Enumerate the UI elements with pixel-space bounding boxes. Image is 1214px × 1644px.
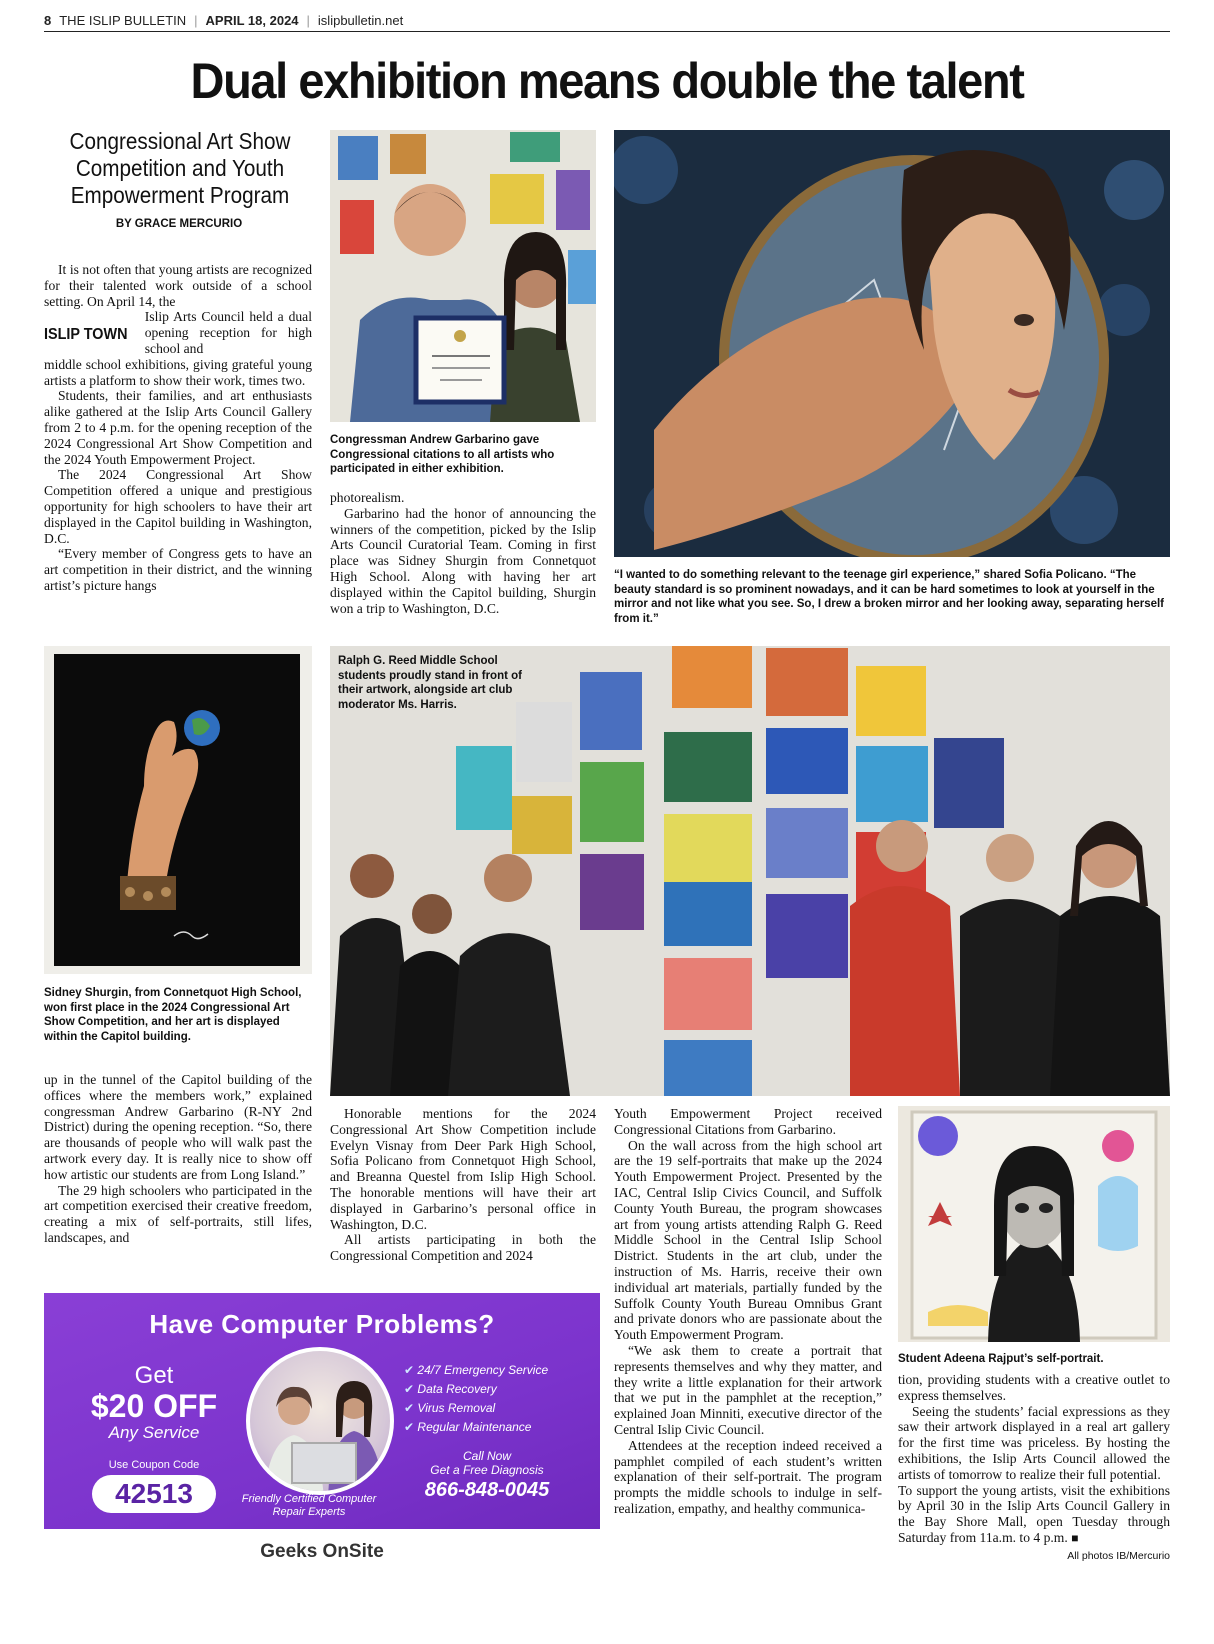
ad-service-label: Regular Maintenance xyxy=(417,1420,532,1434)
caption-reed: Ralph G. Reed Middle School students proudly stand in front of their artwork, alongside art club moderator Ms. Harris. xyxy=(338,655,522,711)
end-mark: ■ xyxy=(1071,1530,1079,1545)
ad-any-service: Any Service xyxy=(108,1423,200,1442)
ad-service-label: Virus Removal xyxy=(417,1401,496,1415)
ad-service-item xyxy=(404,1401,594,1420)
paragraph: middle school exhibitions, giving grateful young artists a platform to show their work, times two. xyxy=(44,356,312,388)
headline: Dual exhibition means double the talent xyxy=(190,53,1024,109)
ad-free-diagnosis: Get a Free Diagnosis xyxy=(430,1463,544,1477)
checkmark-icon: ✔ xyxy=(404,1382,415,1396)
ad-service-item xyxy=(404,1363,594,1382)
ad-get-label: Get xyxy=(134,1362,174,1389)
ad-photo-circle xyxy=(246,1347,394,1495)
photo-rajput-portrait xyxy=(898,1106,1170,1342)
paragraph: On the wall across from the high school art are the 19 self-portraits that make up the 2024 Youth Empowerment Project. Presented by the IAC, Central Islip Civics Council, and Suffolk County Youth Bureau, the program showcases art from young artists attending Ralph G. Reed Middle School in the Central Islip School District. Students in the art club, under the instruction of Ms. Harris, receive their own individual art materials, partially funded by the Suffolk County Youth Bureau Omnibus Grant and private donors who are passionate about the Youth Empowerment Program. xyxy=(614,1137,882,1343)
paragraph: To support the young artists, visit the exhibitions by April 30 in the Islip Arts Council Gallery in the Bay Shore Mall, open Tuesday through Saturday from 11a.m. to 4 p.m. xyxy=(898,1482,1170,1545)
publication-name: THE ISLIP BULLETIN xyxy=(59,13,187,28)
photo-garbarino xyxy=(330,130,596,422)
photo-reed-students xyxy=(330,646,1170,1096)
article-column-4 xyxy=(898,1372,1170,1565)
ad-title: Have Computer Problems? xyxy=(149,1309,495,1339)
ad-brand: Geeks OnSite xyxy=(260,1541,384,1562)
article-column-2-lower xyxy=(330,1106,596,1264)
ad-service-item xyxy=(404,1420,594,1439)
ad-offer xyxy=(84,1363,224,1513)
byline: BY GRACE MERCURIO xyxy=(115,218,243,230)
shurgin-artwork-graphic xyxy=(44,646,312,974)
paragraph: Youth Empowerment Project received Congressional Citations from Garbarino. xyxy=(614,1106,882,1137)
ad-computer-repair[interactable] xyxy=(44,1293,600,1583)
ad-service-item xyxy=(404,1382,594,1401)
rajput-portrait-graphic xyxy=(898,1106,1170,1342)
paragraph: Attendees at the reception indeed received a pamphlet compiled of each student’s written explanation of their self-portrait. The program prompts the middle schools to indulge in self-realization, empathy, and healthy communica- xyxy=(614,1437,882,1516)
paragraph: “We ask them to create a portrait that represents themselves and why they matter, and they write a little explanation for their artwork that we put in the pamphlet at the reception,” explained Joan Minniti, executive director of the Central Islip Civic Council. xyxy=(614,1342,882,1437)
paragraph: Seeing the students’ facial expressions as they saw their artwork displayed in a real art gallery for the first time was priceless. By hosting the exhibitions, the Islip Arts Council allowed the artists of tomorrow to realize their full potential. xyxy=(898,1403,1170,1482)
photo-garbarino-graphic xyxy=(330,130,596,422)
policano-artwork-graphic xyxy=(614,130,1170,557)
ad-tagline: Friendly Certified Computer Repair Experts xyxy=(241,1493,377,1518)
header-separator: | xyxy=(306,13,310,28)
paragraph: The 2024 Congressional Art Show Competition offered a unique and prestigious opportunity for high schoolers to have their art displayed in the Capitol building in Washington, D.C. xyxy=(44,467,312,546)
ad-call-block xyxy=(392,1449,582,1502)
paragraph: up in the tunnel of the Capitol building of the offices where the members work,” explained congressman Andrew Garbarino (R-NY 2nd District) during the opening reception. “So, there are thousands of people who will walk past the artwork every day. It is really nice to show off how artistic our students are from Long Island.” xyxy=(44,1072,312,1182)
checkmark-icon: ✔ xyxy=(404,1363,415,1377)
ad-coupon-code: 42513 xyxy=(92,1475,216,1513)
caption-garbarino: Congressman Andrew Garbarino gave Congressional citations to all artists who participated in either exhibition. xyxy=(330,434,555,475)
paragraph: tion, providing students with a creative outlet to express themselves. xyxy=(898,1372,1170,1403)
issue-date: APRIL 18, 2024 xyxy=(205,13,299,28)
paragraph: Islip Arts Council held a dual opening reception for high school and xyxy=(144,309,312,356)
photo-policano-artwork xyxy=(614,130,1170,557)
ad-brand-bar xyxy=(44,1529,600,1583)
checkmark-icon: ✔ xyxy=(404,1420,415,1434)
caption-rajput: Student Adeena Rajput’s self-portrait. xyxy=(898,1353,1104,1365)
paragraph: The 29 high schoolers who participated in the art competition exercised their creative freedom, creating a mix of self-portraits, still lifes, landscapes, and xyxy=(44,1182,312,1245)
paragraph: Garbarino had the honor of announcing the winners of the competition, picked by the Islip Arts Council Curatorial Team. Coming in first place was Sidney Shurgin from Connetquot High School. Along with having her art displayed within the Capitol building, Shurgin won a trip to Washington, D.C. xyxy=(330,505,596,616)
article-column-3 xyxy=(614,1106,882,1517)
paragraph: Students, their families, and art enthusiasts alike gathered at the Islip Arts Council Gallery from 2 to 4 p.m. for the opening reception of the 2024 Congressional Art Show Competition and the 2024 Youth Empowerment Project. xyxy=(44,388,312,467)
website-link[interactable]: islipbulletin.net xyxy=(317,13,404,28)
ad-call-now: Call Now xyxy=(462,1449,511,1463)
paragraph: It is not often that young artists are recognized for their talented work outside of a school setting. On April 14, the xyxy=(44,262,312,309)
checkmark-icon: ✔ xyxy=(404,1401,415,1415)
dateline: ISLIP TOWN xyxy=(44,326,128,344)
paragraph: “Every member of Congress gets to have an art competition in their district, and the winning artist’s picture hangs xyxy=(44,546,312,593)
paragraph: photorealism. xyxy=(330,490,405,505)
paragraph: All artists participating in both the Congressional Competition and 2024 xyxy=(330,1232,596,1264)
caption-policano: “I wanted to do something relevant to the teenage girl experience,” shared Sofia Policano. “The beauty standard is so prominent nowadays, and it can be hard sometimes to look at yourself in the mirror and not like what you see. So, I drew a broken mirror and her looking away, separating herself from it.” xyxy=(614,569,1165,625)
ad-offer-amount: $20 OFF xyxy=(90,1388,218,1424)
header-separator: | xyxy=(194,13,198,28)
ad-technicians-graphic xyxy=(250,1351,394,1495)
deck-subtitle: Congressional Art Show Competition and Youth Empowerment Program xyxy=(69,128,291,208)
ad-services-list xyxy=(404,1363,594,1439)
reed-photo-graphic xyxy=(330,646,1170,1096)
article-column-1 xyxy=(44,262,312,594)
article-column-2 xyxy=(330,490,596,616)
paragraph: Honorable mentions for the 2024 Congressional Art Show Competition include Evelyn Visnay from Deer Park High School, Sofia Policano from Connetquot High School, and Breanna Questel from Islip High School. The honorable mentions will have their art displayed in Garbarino’s personal office in Washington, D.C. xyxy=(330,1106,596,1232)
page-number: 8 xyxy=(44,13,52,28)
article-column-1-lower xyxy=(44,1072,312,1246)
ad-service-label: Data Recovery xyxy=(417,1382,497,1396)
caption-shurgin: Sidney Shurgin, from Connetquot High School, won first place in the 2024 Congressional Art Show Competition, and her art is displayed within the Capitol building. xyxy=(44,987,302,1043)
ad-service-label: 24/7 Emergency Service xyxy=(417,1363,549,1377)
page-header xyxy=(44,10,1170,32)
ad-coupon-label: Use Coupon Code xyxy=(108,1459,200,1471)
photo-shurgin-artwork xyxy=(44,646,312,974)
ad-phone[interactable]: 866-848-0045 xyxy=(424,1479,550,1501)
photo-credit: All photos IB/Mercurio xyxy=(1067,1549,1170,1562)
